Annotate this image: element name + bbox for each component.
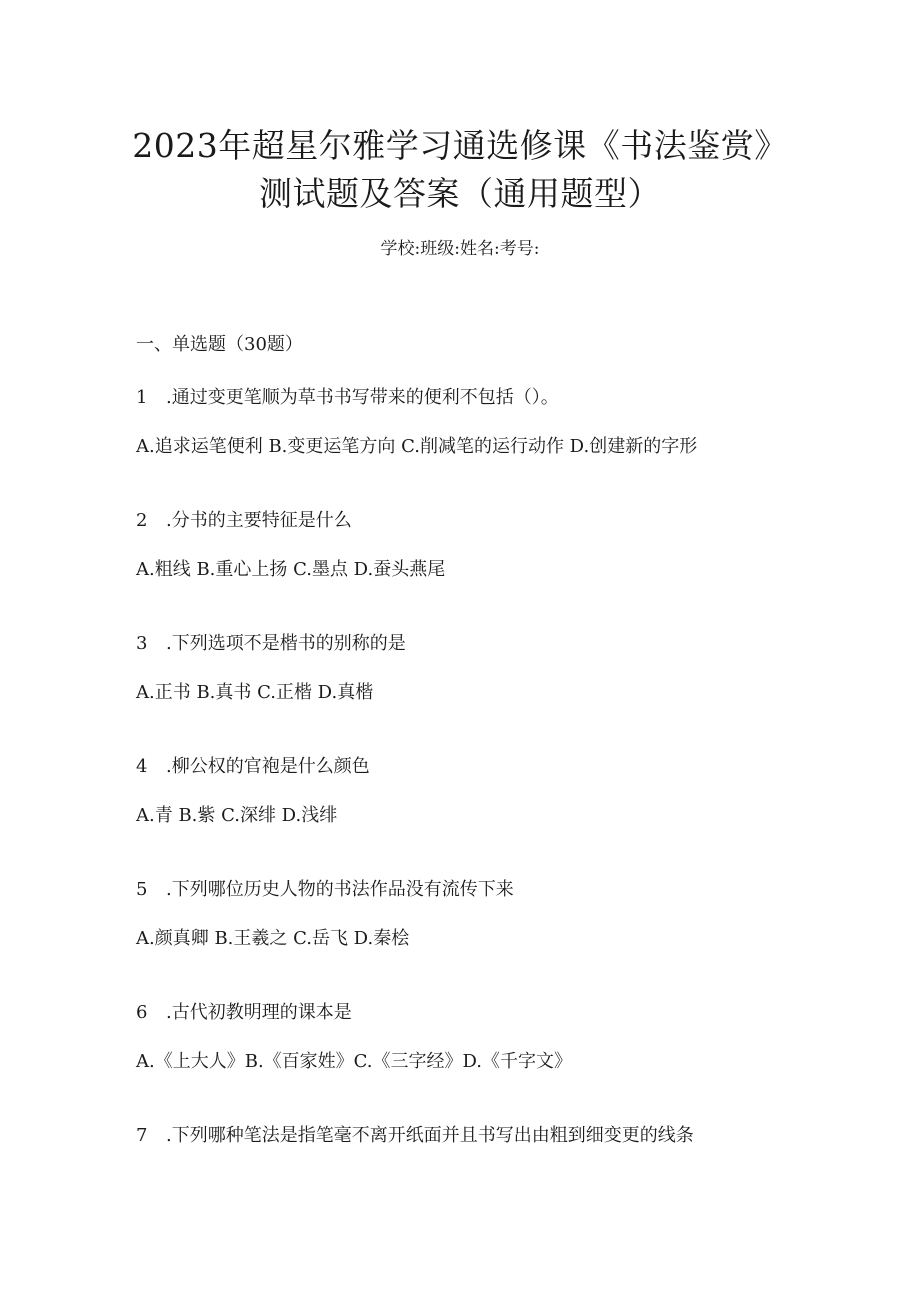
document-title-line1: 2023年超星尔雅学习通选修课《书法鉴赏》 bbox=[132, 126, 788, 165]
question-text: .柳公权的官袍是什么颜色 bbox=[166, 756, 370, 777]
question-6-options: A.《上大人》B.《百家姓》C.《三字经》D.《千字文》 bbox=[136, 1051, 573, 1072]
question-4-options: A.青 B.紫 C.深绯 D.浅绯 bbox=[136, 805, 338, 826]
question-text: .古代初教明理的课本是 bbox=[166, 1002, 352, 1023]
question-1 bbox=[136, 385, 559, 411]
question-number: 2 bbox=[136, 510, 148, 531]
question-1-options: A.追求运笔便利 B.变更运笔方向 C.削减笔的运行动作 D.创建新的字形 bbox=[136, 436, 698, 457]
question-text: .通过变更笔顺为草书书写带来的便利不包括（）。 bbox=[166, 387, 559, 408]
question-text: .下列哪种笔法是指笔毫不离开纸面并且书写出由粗到细变更的线条 bbox=[166, 1125, 694, 1146]
question-text: .下列选项不是楷书的别称的是 bbox=[166, 633, 406, 654]
question-number: 6 bbox=[136, 1002, 148, 1023]
question-6 bbox=[136, 1000, 352, 1026]
question-text: .下列哪位历史人物的书法作品没有流传下来 bbox=[166, 879, 514, 900]
question-number: 1 bbox=[136, 387, 148, 408]
question-5 bbox=[136, 877, 514, 903]
question-7 bbox=[136, 1123, 694, 1149]
question-5-options: A.颜真卿 B.王羲之 C.岳飞 D.秦桧 bbox=[136, 928, 410, 949]
question-3 bbox=[136, 631, 406, 657]
question-4 bbox=[136, 754, 370, 780]
question-2 bbox=[136, 508, 352, 534]
document-title-line2: 测试题及答案（通用题型） bbox=[259, 174, 661, 213]
question-text: .分书的主要特征是什么 bbox=[166, 510, 352, 531]
question-number: 4 bbox=[136, 756, 148, 777]
student-info-line: 学校:班级:姓名:考号: bbox=[380, 239, 540, 259]
question-2-options: A.粗线 B.重心上扬 C.墨点 D.蚕头燕尾 bbox=[136, 559, 446, 580]
question-number: 3 bbox=[136, 633, 148, 654]
question-number: 7 bbox=[136, 1125, 148, 1146]
question-number: 5 bbox=[136, 879, 148, 900]
section-heading: 一、单选题（30题） bbox=[136, 334, 303, 355]
question-3-options: A.正书 B.真书 C.正楷 D.真楷 bbox=[136, 682, 374, 703]
